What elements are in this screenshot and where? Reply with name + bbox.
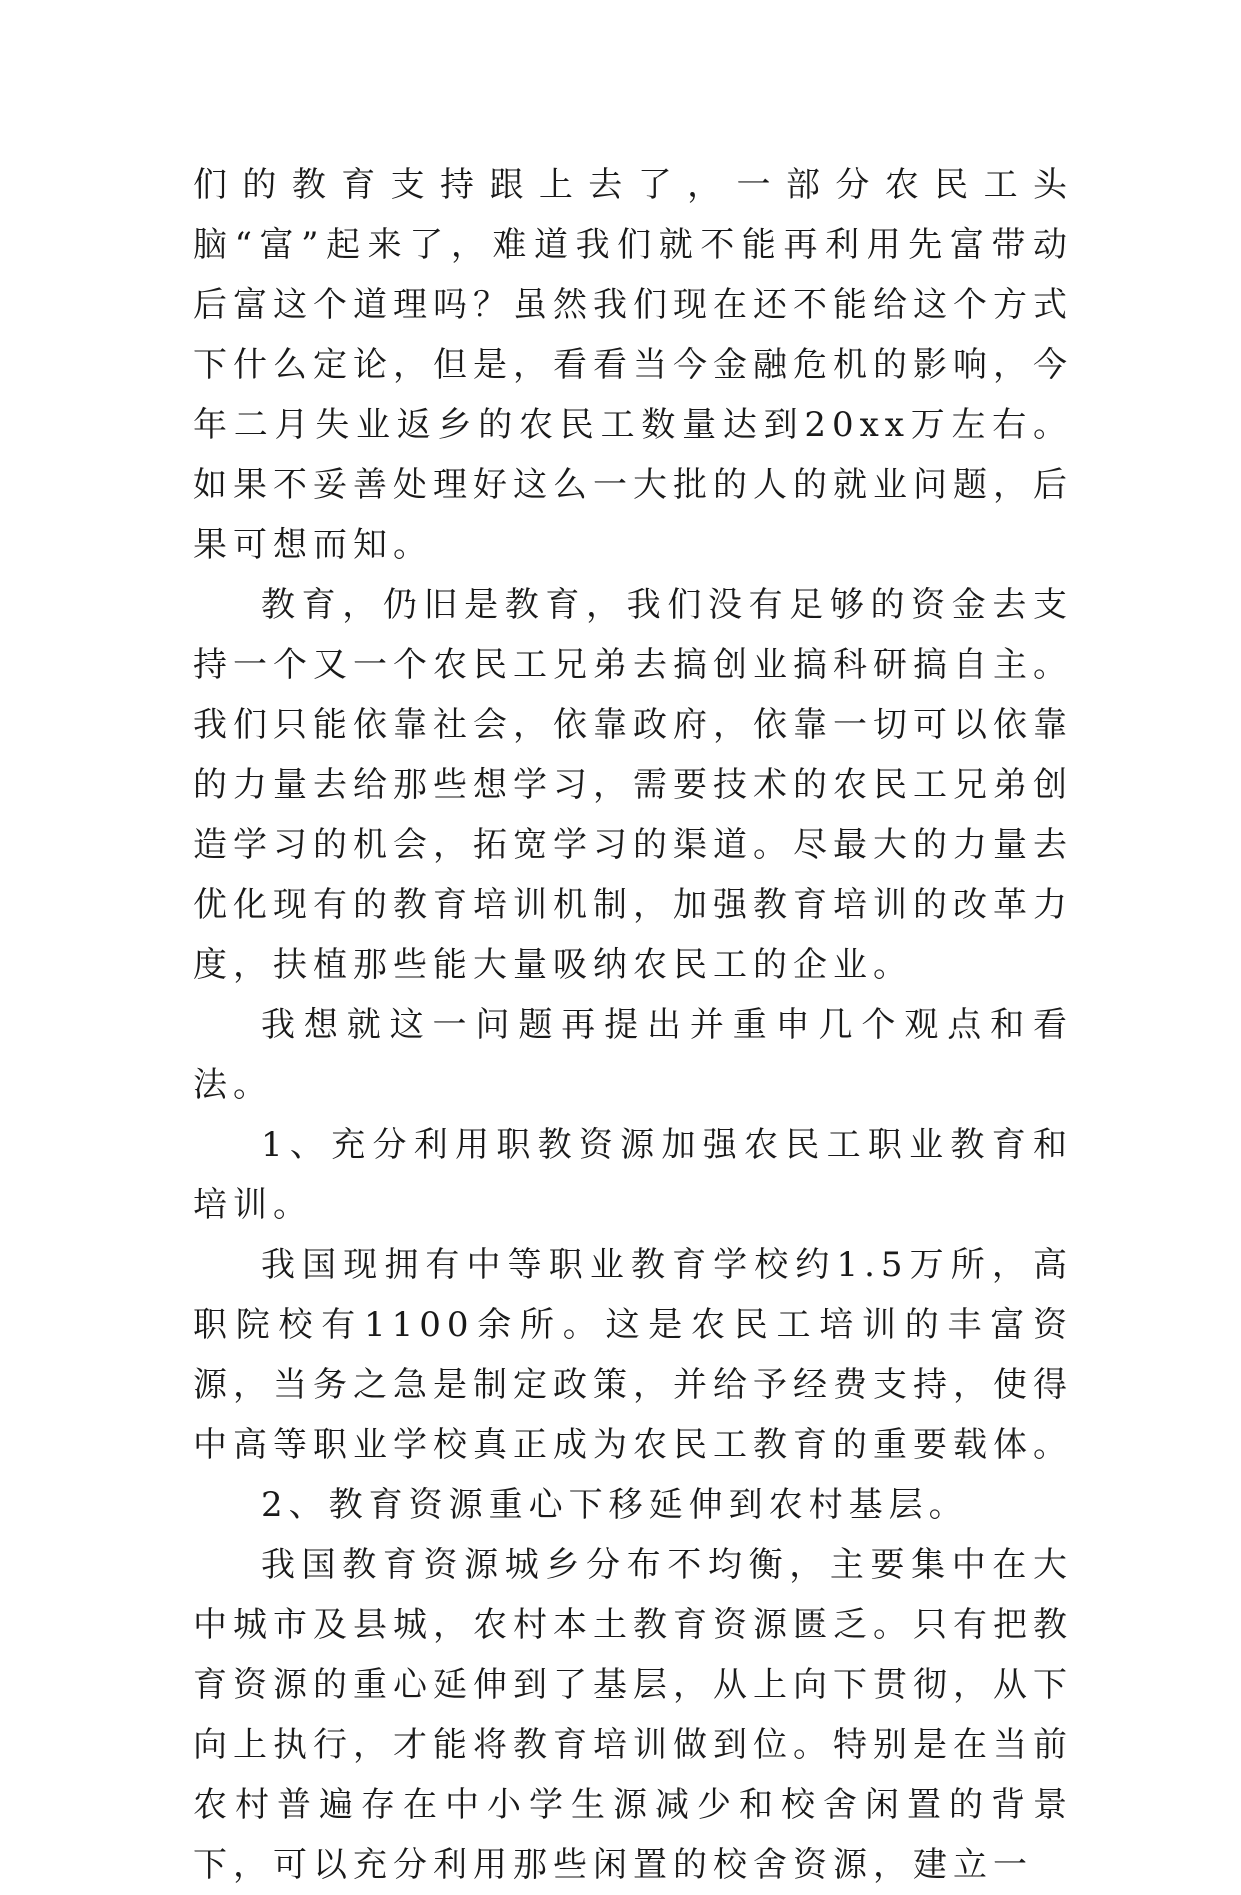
paragraph-rural-resources: 我国教育资源城乡分布不均衡，主要集中在大中城市及县城，农村本土教育资源匮乏。只有把教育资源的重心延伸到了基层，从上向下贯彻，从下向上执行，才能将教育培训做到位。特别是在当前农村普遍存在中小学生源减少和校舍闲置的背景下，可以充分利用那些闲置的校舍资源，建立一 [193,1545,1073,1885]
paragraph-education: 教育，仍旧是教育，我们没有足够的资金去支持一个又一个农民工兄弟去搞创业搞科研搞自主。我们只能依靠社会，依靠政府，依靠一切可以依靠的力量去给那些想学习，需要技术的农民工兄弟创造学习的机会，拓宽学习的渠道。尽最大的力量去优化现有的教育培训机制，加强教育培训的改革力度，扶植那些能大量吸纳农民工的企业。 [193,585,1073,985]
paragraph-intro-views: 我想就这一问题再提出并重申几个观点和看法。 [193,1005,1073,1105]
section-heading-1: 1、充分利用职教资源加强农民工职业教育和培训。 [193,1125,1073,1225]
section-heading-2: 2、教育资源重心下移延伸到农村基层。 [261,1485,969,1525]
document-page [193,155,1073,1895]
paragraph-vocational-resources: 我国现拥有中等职业教育学校约1.5万所，高职院校有1100余所。这是农民工培训的丰富资源，当务之急是制定政策，并给予经费支持，使得中高等职业学校真正成为农民工教育的重要载体。 [193,1245,1073,1465]
paragraph-continuation: 们的教育支持跟上去了，一部分农民工头脑“富”起来了，难道我们就不能再利用先富带动后富这个道理吗？虽然我们现在还不能给这个方式下什么定论，但是，看看当今金融危机的影响，今年二月失业返乡的农民工数量达到20xx万左右。如果不妥善处理好这么一大批的人的就业问题，后果可想而知。 [193,165,1073,565]
